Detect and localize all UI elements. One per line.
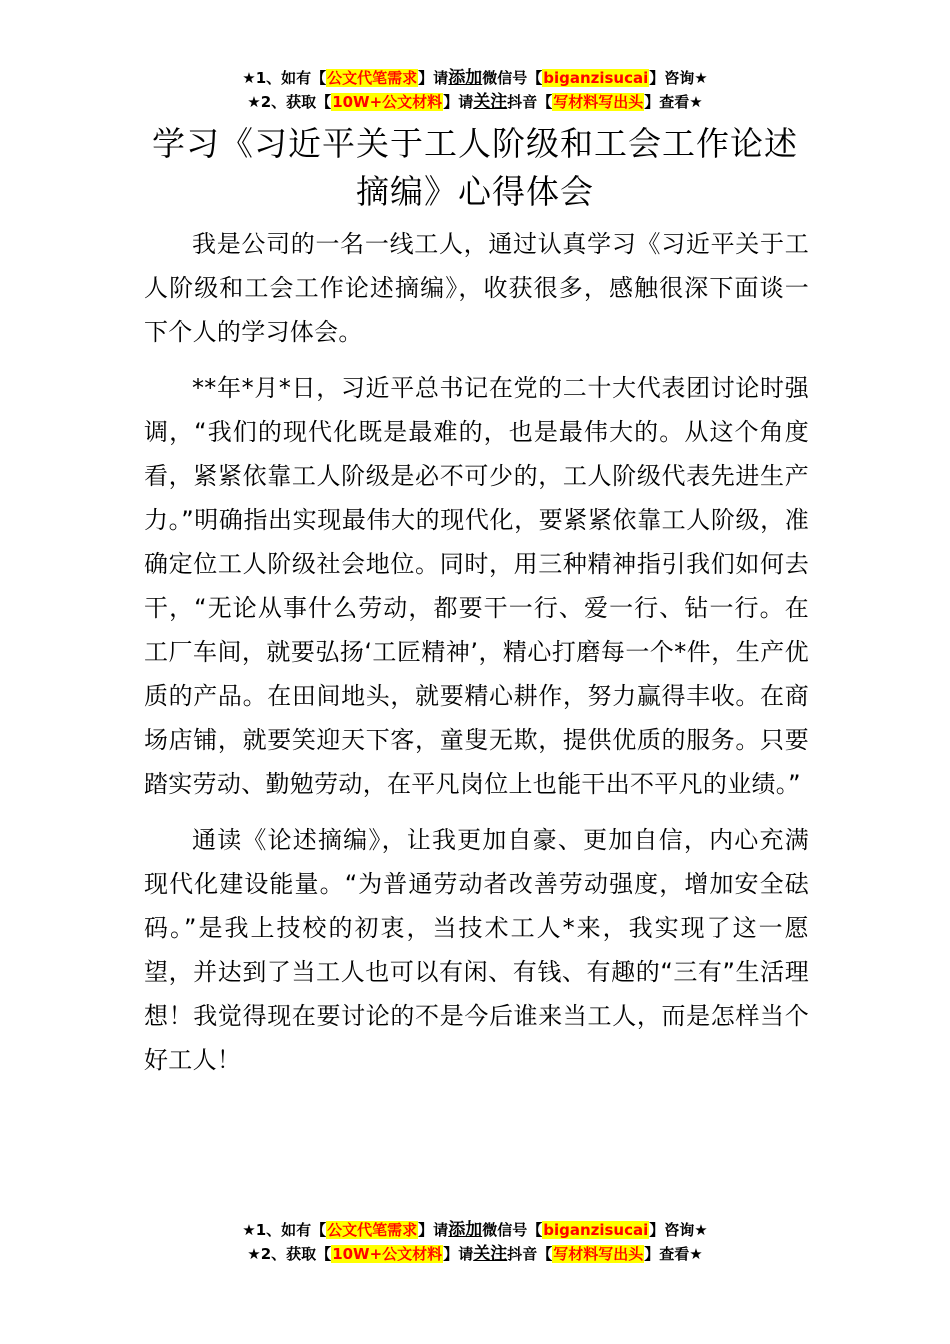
ad-line2-mid2: 抖音【 xyxy=(507,93,553,111)
ad-line2-mid1: 】请 xyxy=(443,1245,474,1263)
ad-line1-mid2: 微信号【 xyxy=(482,1221,543,1239)
ad-line-2 xyxy=(0,90,950,114)
ad-line2-prefix: ★2、获取【 xyxy=(247,1245,332,1263)
ad-line2-highlight-materials: 10W+公文材料 xyxy=(332,1245,443,1263)
ad-line1-suffix: 】咨询★ xyxy=(649,69,708,87)
ad-line1-emph: 添加 xyxy=(448,1220,483,1240)
ad-line1-highlight-wechat: biganzisucai xyxy=(543,69,649,87)
paragraph: 通读《论述摘编》，让我更加自豪、更加自信，内心充满现代化建设能量。“为普通劳动者改善劳动强度，增加安全砝码。”是我上技校的初衷，当技术工人*来，我实现了这一愿望，并达到了当工人也可以有闲、有钱、有趣的“三有”生活理想！我觉得现在要讨论的不是今后谁来当工人，而是怎样当个好工人！ xyxy=(144,826,809,1074)
ad-line2-emph: 关注 xyxy=(473,92,508,112)
ad-line2-emph: 关注 xyxy=(473,1244,508,1264)
paragraph: **年*月*日，习近平总书记在党的二十大代表团讨论时强调，“我们的现代化既是最难的，也是最伟大的。从这个角度看，紧紧依靠工人阶级是必不可少的，工人阶级代表先进生产力。”明确指出实现最伟大的现代化，要紧紧依靠工人阶级，准确定位工人阶级社会地位。同时，用三种精神指引我们如何去干，“无论从事什么劳动，都要干一行、爱一行、钻一行。在工厂车间，就要弘扬‘工匠精神’，精心打磨每一个*件，生产优质的产品。在田间地头，就要精心耕作，努力赢得丰收。在商场店铺，就要笑迎天下客，童叟无欺，提供优质的服务。只要踏实劳动、勤勉劳动，在平凡岗位上也能干出不平凡的业绩。” xyxy=(144,374,810,798)
ad-line2-suffix: 】查看★ xyxy=(644,1245,703,1263)
ad-line1-highlight-service: 公文代笔需求 xyxy=(327,1221,418,1239)
ad-line2-highlight-douyin: 写材料写出头 xyxy=(553,93,644,111)
ad-line1-highlight-wechat: biganzisucai xyxy=(543,1221,649,1239)
footer-ad-banner xyxy=(0,1218,950,1266)
ad-line1-mid1: 】请 xyxy=(418,1221,449,1239)
ad-line1-mid1: 】请 xyxy=(418,69,449,87)
header-ad-banner xyxy=(0,66,950,114)
ad-line1-highlight-service: 公文代笔需求 xyxy=(327,69,418,87)
ad-line2-mid2: 抖音【 xyxy=(507,1245,553,1263)
ad-line-1 xyxy=(0,66,950,90)
ad-line1-mid2: 微信号【 xyxy=(482,69,543,87)
ad-line1-prefix: ★1、如有【 xyxy=(242,1221,327,1239)
document-body xyxy=(144,222,809,1094)
ad-line1-prefix: ★1、如有【 xyxy=(242,69,327,87)
paragraph: 我是公司的一名一线工人，通过认真学习《习近平关于工人阶级和工会工作论述摘编》，收获很多，感触很深下面谈一下个人的学习体会。 xyxy=(144,230,809,346)
ad-line2-highlight-douyin: 写材料写出头 xyxy=(553,1245,644,1263)
ad-line1-suffix: 】咨询★ xyxy=(649,1221,708,1239)
ad-line1-emph: 添加 xyxy=(448,68,483,88)
ad-line2-prefix: ★2、获取【 xyxy=(247,93,332,111)
ad-line-1 xyxy=(0,1218,950,1242)
document-title: 学习《习近平关于工人阶级和工会工作论述摘编》心得体会 xyxy=(152,124,798,211)
ad-line2-suffix: 】查看★ xyxy=(644,93,703,111)
ad-line2-mid1: 】请 xyxy=(443,93,474,111)
ad-line2-highlight-materials: 10W+公文材料 xyxy=(332,93,443,111)
ad-line-2 xyxy=(0,1242,950,1266)
